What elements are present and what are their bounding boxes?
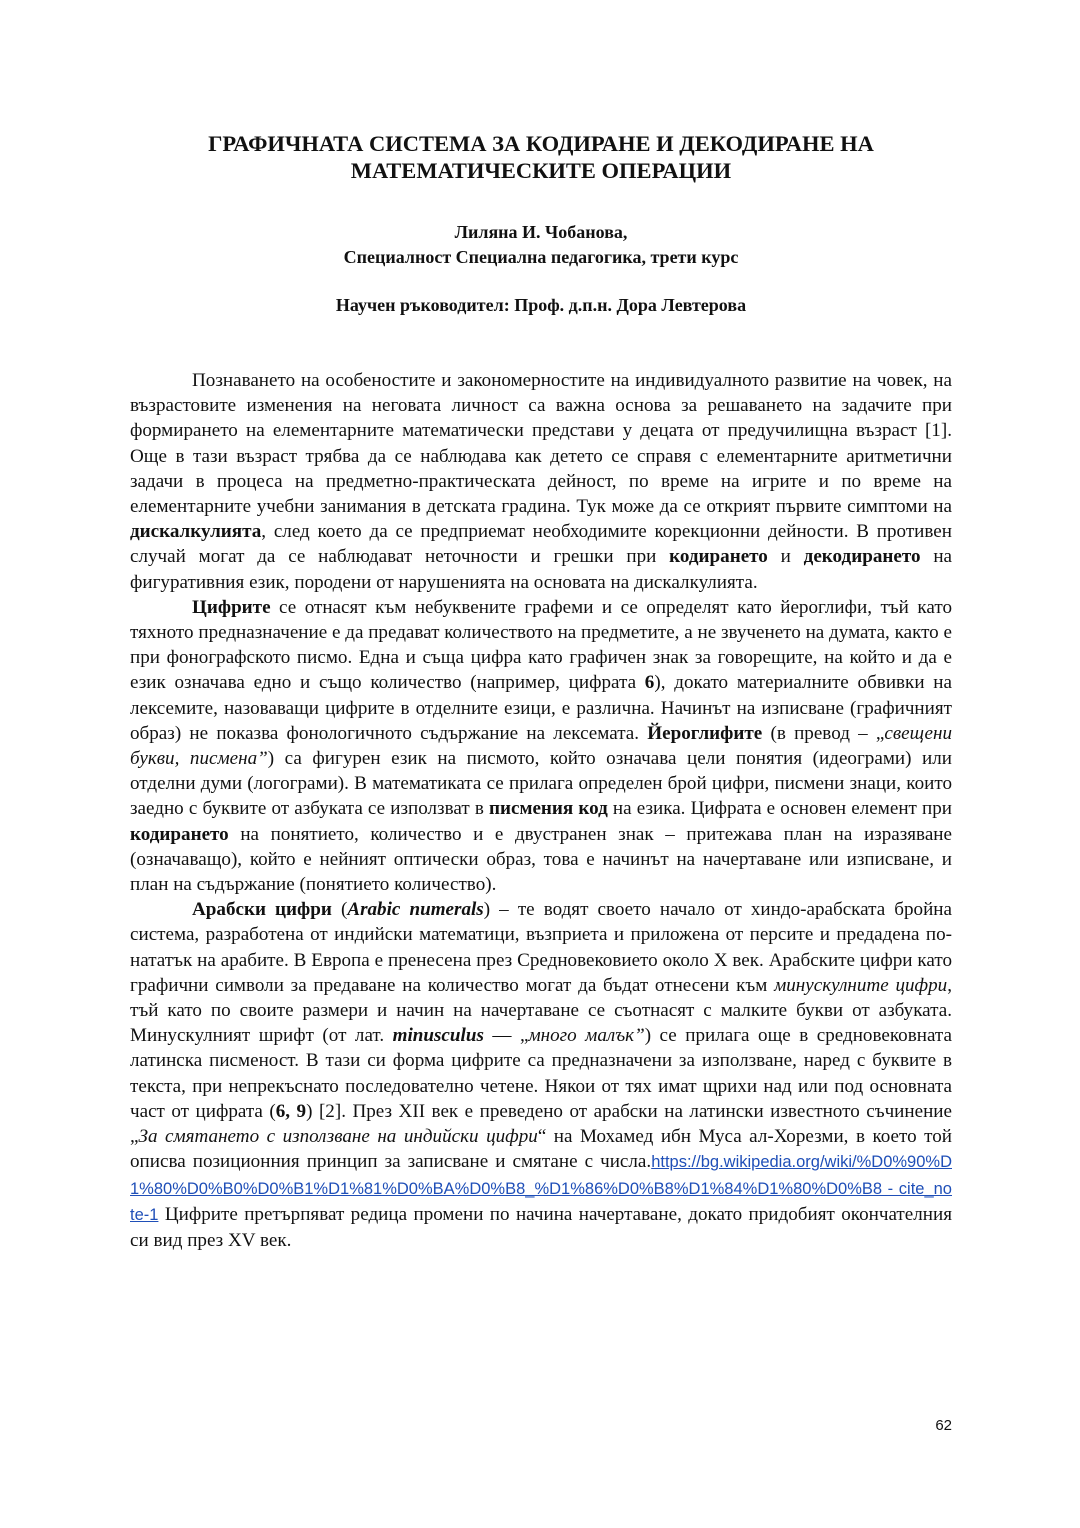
text-run: се отнасят към небуквените графеми и се определят като йероглифи, тъй като тяхното предназначение е да предават количеството на предметите, а не звученето на думата, както е при фонографското писмо. Една и съща цифра като графичен знак за говорещите, на който и да е език означава едно и също количество (например, цифрата [130, 596, 952, 694]
text-run: ( [331, 899, 348, 921]
bold-term: кодирането [130, 823, 229, 845]
title-line-2: МАТЕМАТИЧЕСКИТЕ ОПЕРАЦИИ [350, 158, 732, 183]
wikipedia-link[interactable]: https://bg.wikipedia.org/wiki/%D0%90%D1%80%D0%B0%D0%B1%D1%81%D0%BA%D0%B8_%D1%86%D0%B8%D1%84%D1%80%D0%B8 - cite_note-1 [130, 1153, 952, 1224]
text-run: ) – те водят своето начало от хиндо-арабската бройна система, разработена от индийски математици, възприета и приложена от персите и предадена по-нататък на арабите. В Европа е пренесена през Средновековието около X век. Арабските цифри като графични символи за предаване на количество могат да бъдат отнесени към [130, 899, 952, 996]
text-run: Познаването на особеностите и закономерностите на индивидуалното развитие на човек, на възрастовите изменения на неговата личност са важна основа за решаването на задачите при формирането на елементарните математически представи у децата от предучилищна възраст [1]. Още в тази възраст трябва да се наблюдава как детето се справя с елементарните аритметични задачи в процеса на предметно-практическата дейност, по време на игрите и по време на елементарните учебни занимания в детската градина. Тук може да се открият първите симптоми на [130, 370, 952, 518]
italic-term: много малък” [528, 1025, 645, 1047]
text-run: ) са фигурен език на писмото, който означава цели понятия (идеограми) или отделни думи (логограми). В математиката се прилага определен брой цифри, писмени знаци, които заедно с буквите от азбуката се използват в [130, 748, 952, 820]
body-text [130, 368, 952, 1253]
paragraph-3 [130, 897, 952, 1253]
text-run: на понятието, количество и е двустранен знак – притежава план на изразяване (означаващо), който е нейният оптически образ, това е начинът на начертаване или изписване, и план на съдържание (понятието количество). [130, 823, 952, 896]
supervisor-line: Научен ръководител: Проф. д.п.н. Дора Левтерова [335, 295, 747, 315]
bold-italic-term: Arabic numerals [347, 899, 484, 921]
author-specialty: Специалност Специална педагогика, трети курс [343, 247, 739, 267]
text-run: “ на Мохамед ибн Муса ал-Хорезми, в което той описва позиционния принцип за записване и смятане с числа. [130, 1126, 952, 1173]
bold-term: Цифрите [192, 596, 271, 618]
text-run: и [767, 546, 804, 568]
bold-term: дискалкулията [130, 521, 262, 543]
bold-term: писмения код [488, 798, 608, 820]
text-run: — „ [483, 1025, 529, 1047]
text-run: на езика. Цифрата е основен елемент при [607, 798, 952, 820]
bold-term: Йероглифите [647, 722, 763, 744]
paragraph-2 [130, 595, 952, 897]
text-run: , след което да се предприемат необходимите корекционни дейности. В противен случай могат да се наблюдават неточности и грешки при [130, 521, 952, 568]
text-run: ) [2]. През XII век е преведено от арабски на латински известното съчинение „ [130, 1100, 953, 1148]
bold-italic-term: minusculus [392, 1025, 484, 1047]
bold-term: декодирането [803, 546, 921, 568]
text-run: ) се прилага още в средновековната латинска писменост. В тази си форма цифрите са предназначени за използване, наред с буквите в текста, при непрекъснато последователно четене. Някои от тях имат щрихи над или под основната част от цифрата ( [130, 1025, 952, 1122]
bold-term: Арабски цифри [192, 899, 332, 921]
author-name: Лиляна И. Чобанова, [454, 222, 628, 242]
italic-term: минускулните цифри [774, 974, 948, 996]
text-run: , тъй като по своите размери и начин на начертаване се съотнасят с малките букви от азбуката. Минускулният шрифт (от лат. [130, 974, 952, 1047]
paper-title [130, 130, 952, 184]
page-number: 62 [935, 1417, 952, 1434]
bold-term: 6 [644, 672, 655, 694]
italic-term: За смятането с използване на индийски цифри [138, 1126, 538, 1148]
bold-term: 6, 9 [275, 1100, 307, 1122]
text-run: на фигуративния език, породени от нарушенията на основата на дискалкулията. [130, 546, 953, 593]
author-block [130, 220, 952, 270]
text-run: ), докато материалните обвивки на лексемите, назоваващи цифрите в отделните езици, е различна. Начинът на изписване (графичният образ) не показва фонологичното съдържание на лексемата. [130, 672, 952, 744]
text-run: (в превод – „ [762, 722, 885, 744]
bold-term: кодирането [669, 546, 768, 568]
text-run: Цифрите претърпяват редица промени по начина начертаване, докато придобият окончателния си вид през XV век. [130, 1203, 952, 1251]
paragraph-1 [130, 368, 952, 595]
italic-term: свещени букви, писмена” [130, 722, 953, 770]
title-line-1: ГРАФИЧНАТА СИСТЕМА ЗА КОДИРАНЕ И ДЕКОДИРАНЕ НА [208, 131, 874, 156]
